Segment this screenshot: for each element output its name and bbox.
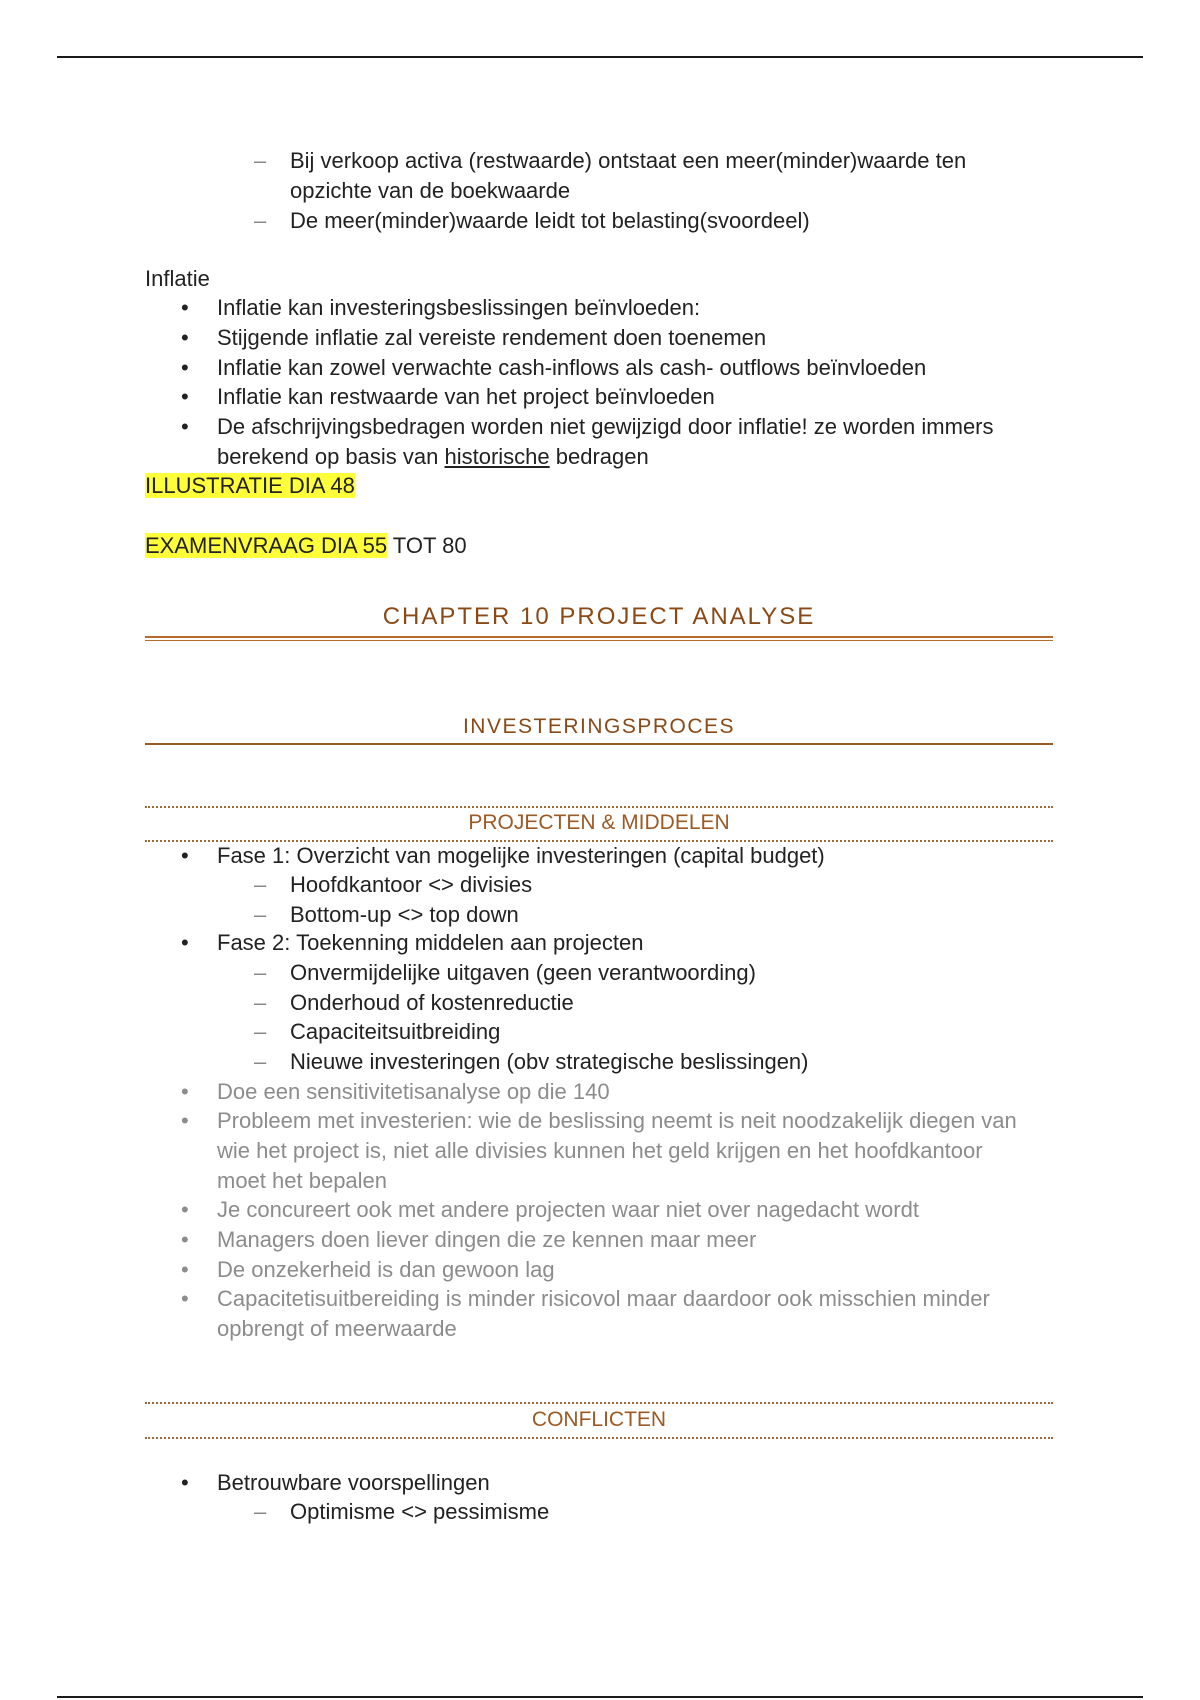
note-5: De onzekerheid is dan gewoon lag bbox=[217, 1257, 555, 1282]
section-title: INVESTERINGSPROCES bbox=[462, 715, 736, 738]
dash-icon: – bbox=[254, 1049, 267, 1074]
fase2-item-4: Nieuwe investeringen (obv strategische beslissingen) bbox=[290, 1049, 809, 1074]
dotted-rule-bottom bbox=[145, 1437, 1053, 1439]
subsection-projecten-title: PROJECTEN & MIDDELEN bbox=[468, 811, 730, 834]
note-1: Doe een sensitivitetisanalyse op die 140 bbox=[217, 1079, 610, 1104]
inflatie-bullet-5: De afschrijvingsbedragen worden niet gewijzigd door inflatie! ze worden immers bbox=[217, 414, 994, 439]
bullet-icon: • bbox=[181, 1257, 189, 1282]
note-3: Je concureert ook met andere projecten waar niet over nagedacht wordt bbox=[217, 1197, 919, 1222]
bullet-icon: • bbox=[181, 1470, 189, 1495]
bullet-icon: • bbox=[181, 1108, 189, 1133]
bullet-icon: • bbox=[181, 930, 189, 955]
inflatie-heading: Inflatie bbox=[145, 266, 210, 291]
dash-icon: – bbox=[254, 1019, 267, 1044]
inflatie-bullet-1: Inflatie kan investeringsbeslissingen beïnvloeden: bbox=[217, 295, 701, 320]
fase2-item-2: Onderhoud of kostenreductie bbox=[290, 990, 574, 1015]
fase1-item-2: Bottom-up <> top down bbox=[290, 902, 519, 927]
examenvraag-label bbox=[145, 531, 467, 561]
inflatie-bullet-2: Stijgende inflatie zal vereiste rendement doen toenemen bbox=[217, 325, 767, 350]
note-6: Capacitetisuitbereiding is minder risicovol maar daardoor ook misschien minder bbox=[217, 1286, 990, 1311]
examenvraag-rest: TOT 80 bbox=[387, 533, 467, 558]
illustratie-label bbox=[145, 471, 355, 501]
intro-line-2: opzichte van de boekwaarde bbox=[290, 178, 571, 203]
note-2: Probleem met investerien: wie de beslissing neemt is neit noodzakelijk diegen van bbox=[217, 1108, 1017, 1133]
bullet-icon: • bbox=[181, 1197, 189, 1222]
dash-icon: – bbox=[254, 990, 267, 1015]
cont-underlined: historische bbox=[444, 444, 550, 469]
bullet-icon: • bbox=[181, 355, 189, 380]
cont-suffix: bedragen bbox=[549, 444, 649, 469]
dotted-rule-top bbox=[145, 1402, 1053, 1404]
cont-prefix: berekend op basis van bbox=[217, 444, 445, 469]
conflicten-bullet: Betrouwbare voorspellingen bbox=[217, 1470, 490, 1495]
intro-line-1: Bij verkoop activa (restwaarde) ontstaat een meer(minder)waarde ten bbox=[290, 148, 967, 173]
section-rule bbox=[145, 743, 1053, 745]
fase1-title: Fase 1: Overzicht van mogelijke investeringen (capital budget) bbox=[217, 843, 825, 868]
header-rule bbox=[57, 56, 1143, 58]
bullet-icon: • bbox=[181, 295, 189, 320]
bullet-icon: • bbox=[181, 1079, 189, 1104]
bullet-icon: • bbox=[181, 1227, 189, 1252]
fase2-title: Fase 2: Toekenning middelen aan projecten bbox=[217, 930, 644, 955]
chapter-rule-thin bbox=[145, 640, 1053, 641]
intro-line-3: De meer(minder)waarde leidt tot belasting(svoordeel) bbox=[290, 208, 810, 233]
fase1-item-1: Hoofdkantoor <> divisies bbox=[290, 872, 533, 897]
fase2-item-1: Onvermijdelijke uitgaven (geen verantwoording) bbox=[290, 960, 756, 985]
footer-rule bbox=[57, 1696, 1143, 1698]
note-2-cont: wie het project is, niet alle divisies kunnen het geld krijgen en het hoofdkantoor bbox=[217, 1138, 983, 1163]
subsection-conflicten-title: CONFLICTEN bbox=[531, 1408, 667, 1431]
fase2-item-3: Capaciteitsuitbreiding bbox=[290, 1019, 501, 1044]
note-2-cont2: moet het bepalen bbox=[217, 1168, 388, 1193]
dash-icon: – bbox=[254, 872, 267, 897]
inflatie-bullet-4: Inflatie kan restwaarde van het project beïnvloeden bbox=[217, 384, 715, 409]
dash-icon: – bbox=[254, 960, 267, 985]
note-4: Managers doen liever dingen die ze kennen maar meer bbox=[217, 1227, 757, 1252]
bullet-icon: • bbox=[181, 384, 189, 409]
examenvraag-highlight: EXAMENVRAAG DIA 55 bbox=[145, 533, 388, 558]
dash-icon: – bbox=[254, 1499, 267, 1524]
note-6-cont: opbrengt of meerwaarde bbox=[217, 1316, 457, 1341]
conflicten-sub: Optimisme <> pessimisme bbox=[290, 1499, 550, 1524]
inflatie-bullet-3: Inflatie kan zowel verwachte cash-inflows als cash- outflows beïnvloeden bbox=[217, 355, 927, 380]
illustratie-highlight: ILLUSTRATIE DIA 48 bbox=[145, 473, 355, 498]
bullet-icon: • bbox=[181, 1286, 189, 1311]
chapter-rule bbox=[145, 636, 1053, 638]
dash-icon: – bbox=[254, 902, 267, 927]
inflatie-bullet-5-cont bbox=[217, 442, 649, 472]
dash-icon: – bbox=[254, 148, 267, 173]
bullet-icon: • bbox=[181, 325, 189, 350]
bullet-icon: • bbox=[181, 843, 189, 868]
dash-icon: – bbox=[254, 208, 267, 233]
bullet-icon: • bbox=[181, 414, 189, 439]
chapter-title: CHAPTER 10 PROJECT ANALYSE bbox=[382, 603, 816, 630]
